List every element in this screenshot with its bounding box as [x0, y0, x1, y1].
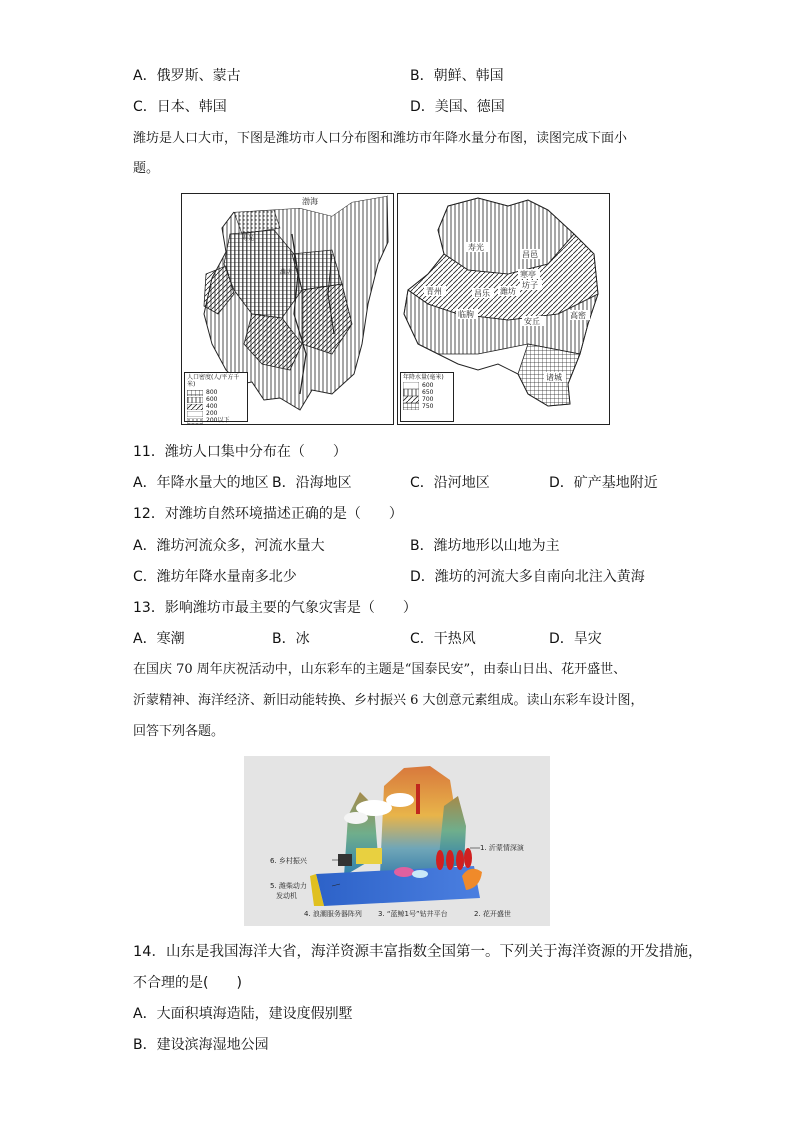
caption-4: 4. 浪潮服务器阵列 — [304, 910, 362, 918]
legend-item: 750 — [422, 403, 434, 410]
city-label: 安丘 — [524, 317, 540, 326]
q11-option-b: B．沿海地区 — [272, 475, 352, 491]
intro-paragraph-line: 潍坊是人口大市，下图是潍坊市人口分布图和潍坊市年降水量分布图，读图完成下面小 — [133, 131, 628, 146]
city-label: 青州 — [426, 287, 442, 296]
population-map — [181, 193, 394, 425]
legend-item: 650 — [422, 389, 434, 396]
city-label: 寿光 — [468, 243, 484, 252]
city-label: 坊子 — [522, 281, 538, 290]
question-11-stem: 11．潍坊人口集中分布在（ ） — [133, 444, 347, 460]
q13-option-d: D．旱灾 — [549, 631, 602, 647]
q12-option-c: C．潍坊年降水量南多北少 — [133, 569, 297, 585]
q11-option-a: A．年降水量大的地区 — [133, 475, 269, 491]
intro-paragraph-line: 沂蒙精神、海洋经济、新旧动能转换、乡村振兴 6 大创意元素组成。读山东彩车设计图， — [133, 693, 644, 708]
q12-option-d: D．潍坊的河流大多自南向北注入黄海 — [410, 569, 645, 585]
caption-5: 5. 潍柴动力 — [270, 882, 307, 890]
legend-item: 600 — [422, 382, 434, 389]
question-12-stem: 12．对潍坊自然环境描述正确的是（ ） — [133, 506, 403, 522]
city-label: 寒亭 — [520, 270, 536, 279]
q12-option-b: B．潍坊地形以山地为主 — [410, 538, 560, 554]
legend-title: 年降水量(毫米) — [403, 374, 444, 381]
q14-option-b: B．建设滨海湿地公园 — [133, 1037, 269, 1053]
option-a-prev: A．俄罗斯、蒙古 — [133, 68, 241, 84]
question-13-stem: 13．影响潍坊市最主要的气象灾害是（ ） — [133, 600, 417, 616]
legend-item: 200以下 — [206, 417, 230, 424]
city-label: 昌乐 — [474, 289, 490, 298]
legend-item: 700 — [422, 396, 434, 403]
city-label: 临朐 — [458, 310, 474, 319]
q13-option-b: B．冰 — [272, 631, 310, 647]
option-c-prev: C．日本、韩国 — [133, 99, 227, 115]
population-legend — [184, 372, 248, 422]
city-label: 昌邑 — [522, 250, 538, 259]
intro-paragraph-line: 题。 — [133, 161, 160, 176]
legend-title: 人口密度(人/平方千米) — [187, 374, 240, 388]
intro-paragraph-line: 在国庆 70 周年庆祝活动中，山东彩车的主题是“国泰民安”，由泰山日出、花开盛世、 — [133, 662, 627, 677]
caption-1: 1. 沂蒙情深演 — [480, 844, 524, 852]
question-14-stem: 14．山东是我国海洋大省，海洋资源丰富指数全国第一。下列关于海洋资源的开发措施， — [133, 944, 703, 960]
precipitation-legend — [400, 372, 454, 422]
city-label: 寿光 — [242, 235, 255, 242]
legend-item: 400 — [206, 403, 218, 410]
caption-6: 6. 乡村振兴 — [270, 857, 307, 865]
float-illustration — [244, 756, 550, 926]
q12-option-a: A．潍坊河流众多，河流水量大 — [133, 538, 325, 554]
q13-option-a: A．寒潮 — [133, 631, 185, 647]
q11-option-c: C．沿河地区 — [410, 475, 490, 491]
option-d-prev: D．美国、德国 — [410, 99, 505, 115]
question-14-stem-cont: 不合理的是( ) — [133, 975, 242, 991]
caption-2: 2. 花开盛世 — [474, 910, 511, 918]
q13-option-c: C．干热风 — [410, 631, 476, 647]
caption-5-sub: 发动机 — [276, 892, 297, 900]
q11-option-d: D．矿产基地附近 — [549, 475, 658, 491]
city-label: 高密 — [570, 311, 586, 320]
city-label: 潍坊 — [500, 287, 516, 296]
legend-item: 800 — [206, 389, 218, 396]
q14-option-a: A．大面积填海造陆，建设度假别墅 — [133, 1006, 353, 1022]
float-design-image — [244, 756, 550, 926]
legend-item: 600 — [206, 396, 218, 403]
city-label: 潍坊 — [280, 269, 293, 276]
option-b-prev: B．朝鲜、韩国 — [410, 68, 504, 84]
intro-paragraph-line: 回答下列各题。 — [133, 724, 225, 739]
precipitation-map — [397, 193, 610, 425]
caption-3: 3. “蓝鲸1号”钻井平台 — [378, 910, 448, 918]
sea-label: 渤海 — [302, 197, 318, 206]
legend-item: 200 — [206, 410, 218, 417]
city-label: 诸城 — [546, 373, 562, 382]
